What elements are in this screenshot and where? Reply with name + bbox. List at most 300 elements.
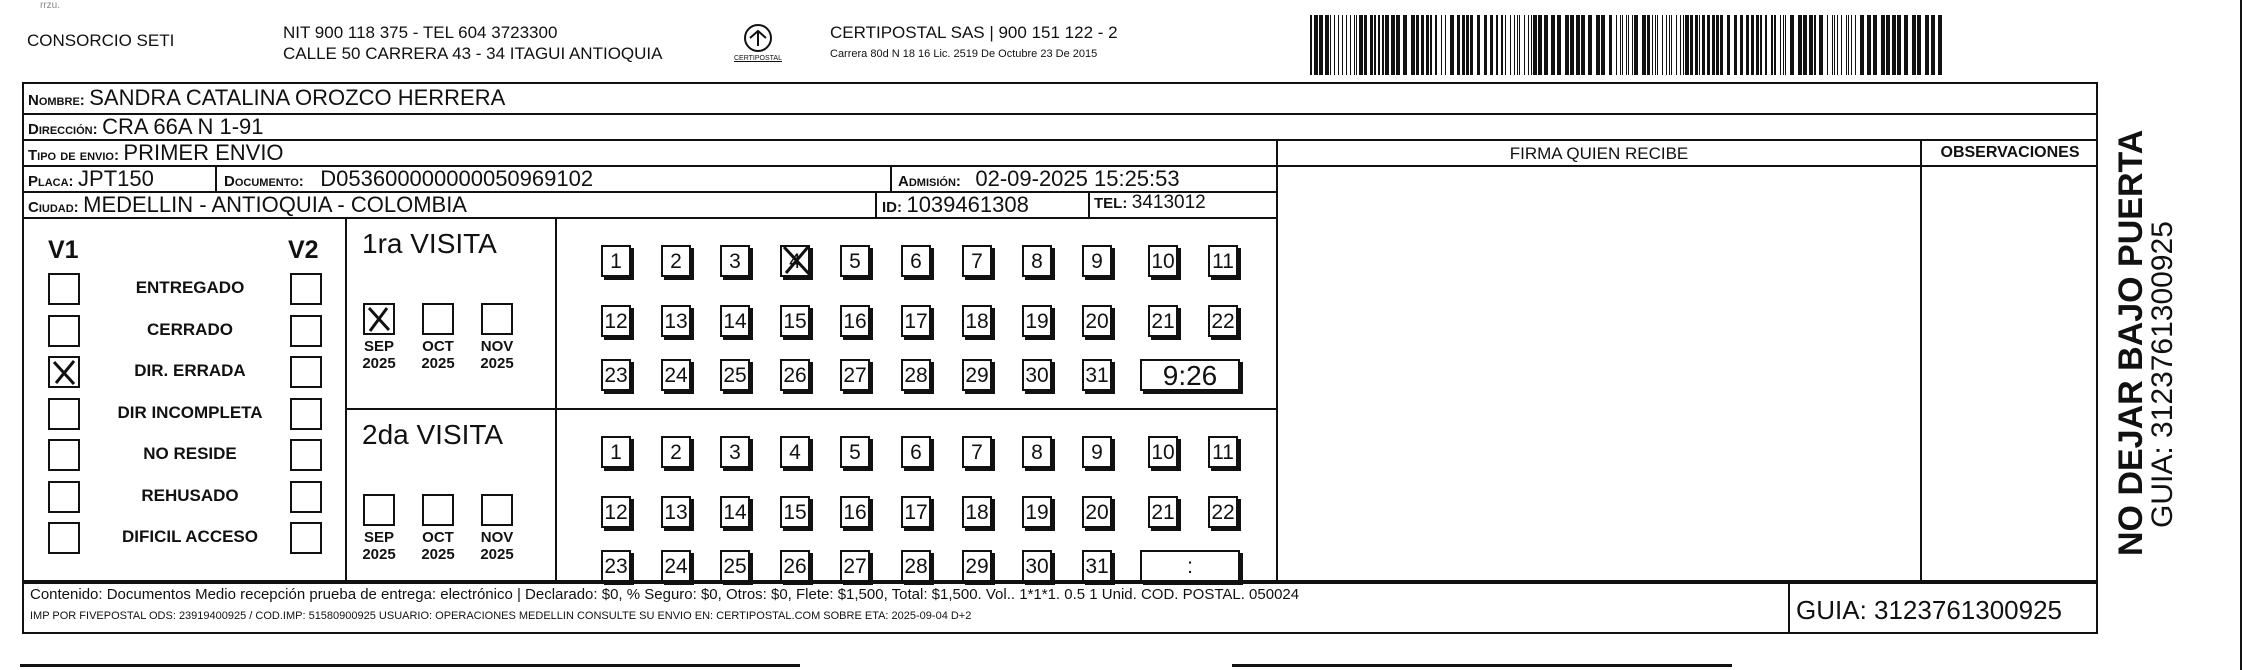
barcode-bar xyxy=(1683,15,1684,75)
day-box[interactable]: 14 xyxy=(720,305,750,337)
barcode-bar xyxy=(1780,15,1781,75)
barcode-bar xyxy=(1626,15,1627,75)
col-divider xyxy=(215,165,217,191)
barcode-bar xyxy=(1917,15,1921,75)
v1-checkbox[interactable] xyxy=(48,481,80,513)
day-box[interactable]: 9 xyxy=(1082,436,1112,468)
barcode-bar xyxy=(1771,15,1773,75)
barcode-bar xyxy=(1819,15,1823,75)
v1-checkbox[interactable] xyxy=(48,315,80,347)
barcode-bar xyxy=(1421,15,1424,75)
barcode-bar xyxy=(1445,15,1446,75)
barcode-bar xyxy=(1855,15,1856,75)
ciudad-label: Ciudad: xyxy=(28,199,79,216)
day-box[interactable]: 30 xyxy=(1022,359,1052,391)
barcode-bar xyxy=(1751,15,1754,75)
month-year: 2025 xyxy=(421,546,455,563)
row-divider xyxy=(1276,165,2098,167)
day-box[interactable]: 27 xyxy=(840,359,870,391)
barcode-bar xyxy=(1378,15,1380,75)
barcode-bar xyxy=(1403,15,1407,75)
barcode-bar xyxy=(1867,15,1871,75)
barcode-bar xyxy=(1785,15,1786,75)
barcode-bar xyxy=(1356,15,1357,75)
day-box[interactable]: 24 xyxy=(661,550,691,582)
day-box[interactable]: 23 xyxy=(601,550,631,582)
visit-divider xyxy=(345,408,1278,410)
barcode-bar xyxy=(1657,15,1658,75)
status-label: REHUSADO xyxy=(141,485,239,505)
barcode-bar xyxy=(1632,15,1633,75)
barcode-bar xyxy=(1827,15,1828,75)
observaciones-area[interactable] xyxy=(1924,168,2096,578)
day-box[interactable]: 24 xyxy=(661,359,691,391)
day-box[interactable] xyxy=(780,245,810,277)
certipostal-line: CERTIPOSTAL SAS | 900 151 122 - 2 xyxy=(830,23,1118,42)
scan-line-bottom-right xyxy=(1232,664,1732,667)
barcode xyxy=(1310,15,1942,75)
side-guia: GUIA: 3123761300925 xyxy=(2146,221,2179,528)
v1-checkbox[interactable] xyxy=(48,522,80,554)
day-number: 4 xyxy=(789,250,801,273)
barcode-bar xyxy=(1496,15,1498,75)
barcode-bar xyxy=(1616,15,1617,75)
barcode-bar xyxy=(1809,15,1813,75)
x-mark-icon xyxy=(365,305,393,333)
barcode-bar xyxy=(1904,15,1908,75)
direccion-label: Dirección: xyxy=(28,121,98,138)
status-right-border xyxy=(345,217,347,582)
day-box[interactable]: 15 xyxy=(780,305,810,337)
tipo-value: PRIMER ENVIO xyxy=(123,140,284,165)
time-box[interactable]: 9:26 xyxy=(1140,359,1240,391)
barcode-bar xyxy=(1851,15,1852,75)
v2-checkbox[interactable] xyxy=(290,522,322,554)
v2-checkbox[interactable] xyxy=(290,439,322,471)
day-box[interactable]: 30 xyxy=(1022,550,1052,582)
day-box[interactable]: 11 xyxy=(1208,436,1238,468)
nombre-value: SANDRA CATALINA OROZCO HERRERA xyxy=(89,85,506,110)
visit-title: 1ra VISITA xyxy=(362,228,497,259)
barcode-bar xyxy=(1519,15,1520,75)
barcode-bar xyxy=(1370,15,1373,75)
barcode-bar xyxy=(1346,15,1347,75)
barcode-bar xyxy=(1466,15,1469,75)
barcode-bar xyxy=(1734,15,1737,75)
barcode-bar xyxy=(1620,15,1621,75)
day-box[interactable]: 28 xyxy=(901,550,931,582)
barcode-bar xyxy=(1350,15,1351,75)
barcode-bar xyxy=(1505,15,1506,75)
barcode-bar xyxy=(1803,15,1807,75)
barcode-bar xyxy=(1740,15,1743,75)
barcode-bar xyxy=(1477,15,1480,75)
barcode-bar xyxy=(1662,15,1663,75)
day-box[interactable]: 4 xyxy=(780,436,810,468)
admision-value: 02-09-2025 15:25:53 xyxy=(975,166,1180,191)
barcode-bar xyxy=(1622,15,1623,75)
barcode-bar xyxy=(1690,15,1693,75)
barcode-bar xyxy=(1601,15,1605,75)
barcode-bar xyxy=(1746,15,1749,75)
barcode-bar xyxy=(1374,15,1376,75)
tel-value: 3413012 xyxy=(1131,192,1206,213)
barcode-bar xyxy=(1510,15,1511,75)
barcode-bar xyxy=(1359,15,1363,75)
barcode-bar xyxy=(1798,15,1802,75)
barcode-bar xyxy=(1699,15,1700,75)
barcode-bar xyxy=(1411,15,1415,75)
x-mark-icon xyxy=(776,241,816,281)
barcode-bar xyxy=(1416,15,1419,75)
barcode-bar xyxy=(1609,15,1612,75)
day-box[interactable]: 27 xyxy=(840,550,870,582)
barcode-bar xyxy=(1634,15,1638,75)
barcode-bar xyxy=(1841,15,1842,75)
barcode-bar xyxy=(1695,15,1698,75)
day-box[interactable]: 13 xyxy=(661,305,691,337)
barcode-bar xyxy=(1588,15,1592,75)
barcode-bar xyxy=(1707,15,1710,75)
month-name: OCT xyxy=(422,529,454,546)
day-box[interactable]: 26 xyxy=(780,359,810,391)
day-box[interactable]: 19 xyxy=(1022,305,1052,337)
barcode-bar xyxy=(1441,15,1442,75)
barcode-bar xyxy=(1391,15,1395,75)
status-label: DIR. ERRADA xyxy=(134,361,246,380)
barcode-bar xyxy=(1720,15,1723,75)
barcode-bar xyxy=(1435,15,1437,75)
license-line: Carrera 80d N 18 16 Lic. 2519 De Octubre 23 De 2015 xyxy=(830,48,1098,60)
month-checkbox[interactable] xyxy=(422,494,454,526)
months-right-border xyxy=(555,217,557,582)
barcode-bar xyxy=(1385,15,1389,75)
ciudad-row xyxy=(28,192,467,218)
status-label: ENTREGADO xyxy=(135,278,245,297)
admision-label: Admisión: xyxy=(898,173,961,190)
month-year: 2025 xyxy=(421,355,455,372)
month-year: 2025 xyxy=(362,546,396,563)
barcode-bar xyxy=(1450,15,1454,75)
barcode-bar xyxy=(1848,15,1849,75)
barcode-bar xyxy=(1524,15,1525,75)
barcode-bar xyxy=(1538,15,1542,75)
tel-label: TEL: xyxy=(1094,195,1128,212)
month-label xyxy=(357,529,401,563)
barcode-bar xyxy=(1837,15,1838,75)
day-box[interactable]: 18 xyxy=(962,496,992,528)
barcode-bar xyxy=(1551,15,1555,75)
month-label xyxy=(475,338,519,372)
month-checkbox[interactable] xyxy=(481,494,513,526)
barcode-bar xyxy=(1396,15,1400,75)
status-label: DIR INCOMPLETA xyxy=(117,402,263,422)
tipo-label: Tipo de envio: xyxy=(28,147,119,164)
col-divider xyxy=(1088,191,1090,217)
day-box[interactable]: 17 xyxy=(901,305,931,337)
barcode-bar xyxy=(1533,15,1537,75)
day-box[interactable]: 8 xyxy=(1022,436,1052,468)
observaciones-label: OBSERVACIONES xyxy=(1940,144,2080,161)
x-mark-icon xyxy=(50,358,78,386)
day-box[interactable]: 7 xyxy=(962,245,992,277)
barcode-bar xyxy=(1881,15,1885,75)
id-value: 1039461308 xyxy=(906,192,1029,217)
barcode-bar xyxy=(1531,15,1532,75)
barcode-bar xyxy=(1760,15,1762,75)
no-dejar-bajo-puerta: NO DEJAR BAJO PUERTA xyxy=(2112,129,2150,556)
barcode-bar xyxy=(1873,15,1877,75)
barcode-bar xyxy=(1647,15,1650,75)
barcode-bar xyxy=(1655,15,1656,75)
barcode-bar xyxy=(1783,15,1784,75)
documento-cell xyxy=(224,166,593,192)
day-box[interactable]: 20 xyxy=(1082,496,1112,528)
ciudad-value: MEDELLIN - ANTIOQUIA - COLOMBIA xyxy=(83,192,467,217)
barcode-bar xyxy=(1685,15,1689,75)
day-box[interactable]: 5 xyxy=(840,436,870,468)
placa-label: Placa: xyxy=(28,173,74,190)
barcode-bar xyxy=(1334,15,1335,75)
barcode-bar xyxy=(1814,15,1816,75)
barcode-bar xyxy=(1354,15,1355,75)
firma-signature-area[interactable] xyxy=(1280,168,1918,578)
day-box[interactable]: 7 xyxy=(962,436,992,468)
month-year: 2025 xyxy=(480,546,514,563)
status-label: DIFICIL ACCESO xyxy=(121,527,258,546)
month-label xyxy=(475,529,519,563)
placa-row xyxy=(28,166,154,192)
direccion-row xyxy=(28,114,264,140)
documento-label: Documento: xyxy=(224,173,304,190)
day-box[interactable]: 2 xyxy=(661,436,691,468)
day-box[interactable]: 29 xyxy=(962,359,992,391)
day-box[interactable]: 10 xyxy=(1148,436,1178,468)
barcode-bar xyxy=(1570,15,1574,75)
day-box[interactable]: 16 xyxy=(840,496,870,528)
firma-left-border xyxy=(1276,139,1278,582)
barcode-bar xyxy=(1310,15,1312,75)
day-box[interactable]: 29 xyxy=(962,550,992,582)
certipostal-logo xyxy=(728,22,788,66)
barcode-bar xyxy=(1364,15,1367,75)
day-box[interactable]: 12 xyxy=(601,496,631,528)
day-box[interactable]: 15 xyxy=(780,496,810,528)
time-box[interactable]: : xyxy=(1140,550,1240,582)
barcode-bar xyxy=(1676,15,1677,75)
day-box[interactable]: 20 xyxy=(1082,305,1112,337)
month-year: 2025 xyxy=(480,355,514,372)
visit-title: 2da VISITA xyxy=(362,419,504,450)
barcode-bar xyxy=(1501,15,1503,75)
day-box[interactable]: 13 xyxy=(661,496,691,528)
obs-left-border xyxy=(1920,139,1922,582)
month-name: NOV xyxy=(480,529,514,546)
day-box[interactable]: 16 xyxy=(840,305,870,337)
v1-label: V1 xyxy=(48,236,79,264)
scan-line-bottom-left xyxy=(20,664,800,667)
barcode-bar xyxy=(1514,15,1515,75)
barcode-bar xyxy=(1652,15,1653,75)
barcode-bar xyxy=(1596,15,1600,75)
v2-checkbox[interactable] xyxy=(290,356,322,388)
v2-checkbox[interactable] xyxy=(290,398,322,430)
barcode-bar xyxy=(1628,15,1629,75)
barcode-bar xyxy=(1581,15,1585,75)
day-box[interactable]: 8 xyxy=(1022,245,1052,277)
day-box[interactable]: 11 xyxy=(1208,245,1238,277)
day-box[interactable]: 31 xyxy=(1082,550,1112,582)
col-divider xyxy=(890,165,892,191)
day-box[interactable]: 2 xyxy=(661,245,691,277)
id-cell xyxy=(882,192,1029,218)
barcode-bar xyxy=(1790,15,1794,75)
direccion-value: CRA 66A N 1-91 xyxy=(102,114,264,139)
barcode-bar xyxy=(1727,15,1730,75)
month-checkbox[interactable] xyxy=(422,303,454,335)
footer-guia-border xyxy=(1788,582,1790,634)
barcode-bar xyxy=(1557,15,1561,75)
tipo-row xyxy=(28,140,284,166)
barcode-bar xyxy=(1330,15,1331,75)
v1-checkbox[interactable] xyxy=(48,439,80,471)
barcode-bar xyxy=(1925,15,1929,75)
barcode-bar xyxy=(1426,15,1429,75)
barcode-bar xyxy=(1938,15,1942,75)
footer-contenido: Contenido: Documentos Medio recepción prueba de entrega: electrónico | Declarado: $0, % Seguro: $0, Otros: $0, Flete: $1,500, Total: $1,500. Vol.. 1*1*1. 0.5 1 Unid. COD. POSTAL. 050024 xyxy=(30,586,1300,603)
barcode-bar xyxy=(1756,15,1759,75)
status-label: CERRADO xyxy=(147,319,233,339)
v2-checkbox[interactable] xyxy=(290,273,322,305)
barcode-bar xyxy=(1338,15,1339,75)
barcode-bar xyxy=(1765,15,1767,75)
day-box[interactable]: 10 xyxy=(1148,245,1178,277)
id-label: ID: xyxy=(882,199,902,216)
barcode-bar xyxy=(1470,15,1473,75)
barcode-bar xyxy=(1774,15,1776,75)
month-year: 2025 xyxy=(362,355,396,372)
nombre-label: Nombre: xyxy=(28,92,85,109)
barcode-bar xyxy=(1544,15,1548,75)
v2-label: V2 xyxy=(288,236,319,264)
day-box[interactable]: 6 xyxy=(901,436,931,468)
row-divider xyxy=(22,113,2098,115)
admision-cell xyxy=(898,166,1180,192)
v1-checkbox[interactable] xyxy=(48,398,80,430)
v1-checkbox[interactable] xyxy=(48,273,80,305)
day-box[interactable]: 12 xyxy=(601,305,631,337)
day-box[interactable]: 23 xyxy=(601,359,631,391)
barcode-bar xyxy=(1832,15,1833,75)
barcode-bar xyxy=(1382,15,1384,75)
day-box[interactable]: 21 xyxy=(1148,305,1178,337)
barcode-bar xyxy=(1325,15,1329,75)
nit-line: NIT 900 118 375 - TEL 604 3723300 xyxy=(283,23,558,42)
barcode-bar xyxy=(1484,15,1487,75)
address-line: CALLE 50 CARRERA 43 - 34 ITAGUI ANTIOQUIA xyxy=(283,44,663,63)
nombre-row xyxy=(28,85,505,111)
day-box[interactable]: 19 xyxy=(1022,496,1052,528)
v1-checkbox[interactable] xyxy=(48,356,80,388)
barcode-bar xyxy=(1642,15,1646,75)
barcode-bar xyxy=(1897,15,1901,75)
barcode-bar xyxy=(1517,15,1518,75)
barcode-bar xyxy=(1669,15,1670,75)
barcode-bar xyxy=(1319,15,1323,75)
month-checkbox[interactable] xyxy=(481,303,513,335)
barcode-bar xyxy=(1860,15,1864,75)
barcode-bar xyxy=(1342,15,1343,75)
company-name: CONSORCIO SETI xyxy=(27,31,175,50)
tel-cell xyxy=(1094,192,1206,214)
barcode-bar xyxy=(1680,15,1681,75)
col-divider xyxy=(875,191,877,217)
barcode-bar xyxy=(1912,15,1916,75)
barcode-bar xyxy=(1576,15,1580,75)
month-label xyxy=(416,529,460,563)
right-frame-line xyxy=(2240,0,2242,670)
day-box[interactable]: 9 xyxy=(1082,245,1112,277)
barcode-bar xyxy=(1671,15,1672,75)
status-label: NO RESIDE xyxy=(143,444,237,463)
day-box[interactable]: 17 xyxy=(901,496,931,528)
day-box[interactable]: 25 xyxy=(720,359,750,391)
day-box[interactable]: 25 xyxy=(720,550,750,582)
day-box[interactable]: 1 xyxy=(601,245,631,277)
day-box[interactable]: 5 xyxy=(840,245,870,277)
documento-value: D053600000000050969102 xyxy=(320,166,594,191)
day-box[interactable]: 22 xyxy=(1208,305,1238,337)
month-checkbox[interactable] xyxy=(363,303,395,335)
day-box[interactable]: 3 xyxy=(720,436,750,468)
footer-guia: GUIA: 3123761300925 xyxy=(1796,595,2062,625)
day-box[interactable]: 26 xyxy=(780,550,810,582)
month-name: SEP xyxy=(363,338,394,355)
scan-mark: rrzu. xyxy=(40,0,60,11)
barcode-bar xyxy=(1490,15,1493,75)
footer-imp-line: IMP POR FIVEPOSTAL ODS: 23919400925 / COD.IMP: 51580900925 USUARIO: OPERACIONES MEDELLIN CONSULTE SU ENVIO EN: CERTIPOSTAL.COM SOBRE ETA: 2025-09-04 D+2 xyxy=(30,610,972,622)
day-box[interactable]: 18 xyxy=(962,305,992,337)
day-box[interactable]: 3 xyxy=(720,245,750,277)
barcode-bar xyxy=(1430,15,1432,75)
barcode-bar xyxy=(1716,15,1719,75)
barcode-bar xyxy=(1528,15,1529,75)
month-label xyxy=(357,338,401,372)
day-box[interactable]: 22 xyxy=(1208,496,1238,528)
day-box[interactable]: 6 xyxy=(901,245,931,277)
v2-checkbox[interactable] xyxy=(290,481,322,513)
barcode-bar xyxy=(1834,15,1835,75)
day-box[interactable]: 1 xyxy=(601,436,631,468)
day-box[interactable]: 31 xyxy=(1082,359,1112,391)
month-checkbox[interactable] xyxy=(363,494,395,526)
logo-text: CERTIPOSTAL xyxy=(734,55,782,62)
barcode-bar xyxy=(1462,15,1465,75)
month-name: SEP xyxy=(363,529,394,546)
v2-checkbox[interactable] xyxy=(290,315,322,347)
barcode-bar xyxy=(1846,15,1847,75)
barcode-bar xyxy=(1886,15,1890,75)
day-box[interactable]: 14 xyxy=(720,496,750,528)
day-box[interactable]: 28 xyxy=(901,359,931,391)
month-name: OCT xyxy=(422,338,454,355)
barcode-bar xyxy=(1457,15,1460,75)
firma-label: FIRMA QUIEN RECIBE xyxy=(1509,144,1689,163)
placa-value: JPT150 xyxy=(78,166,154,191)
month-name: NOV xyxy=(480,338,514,355)
day-box[interactable]: 21 xyxy=(1148,496,1178,528)
barcode-bar xyxy=(1314,15,1318,75)
